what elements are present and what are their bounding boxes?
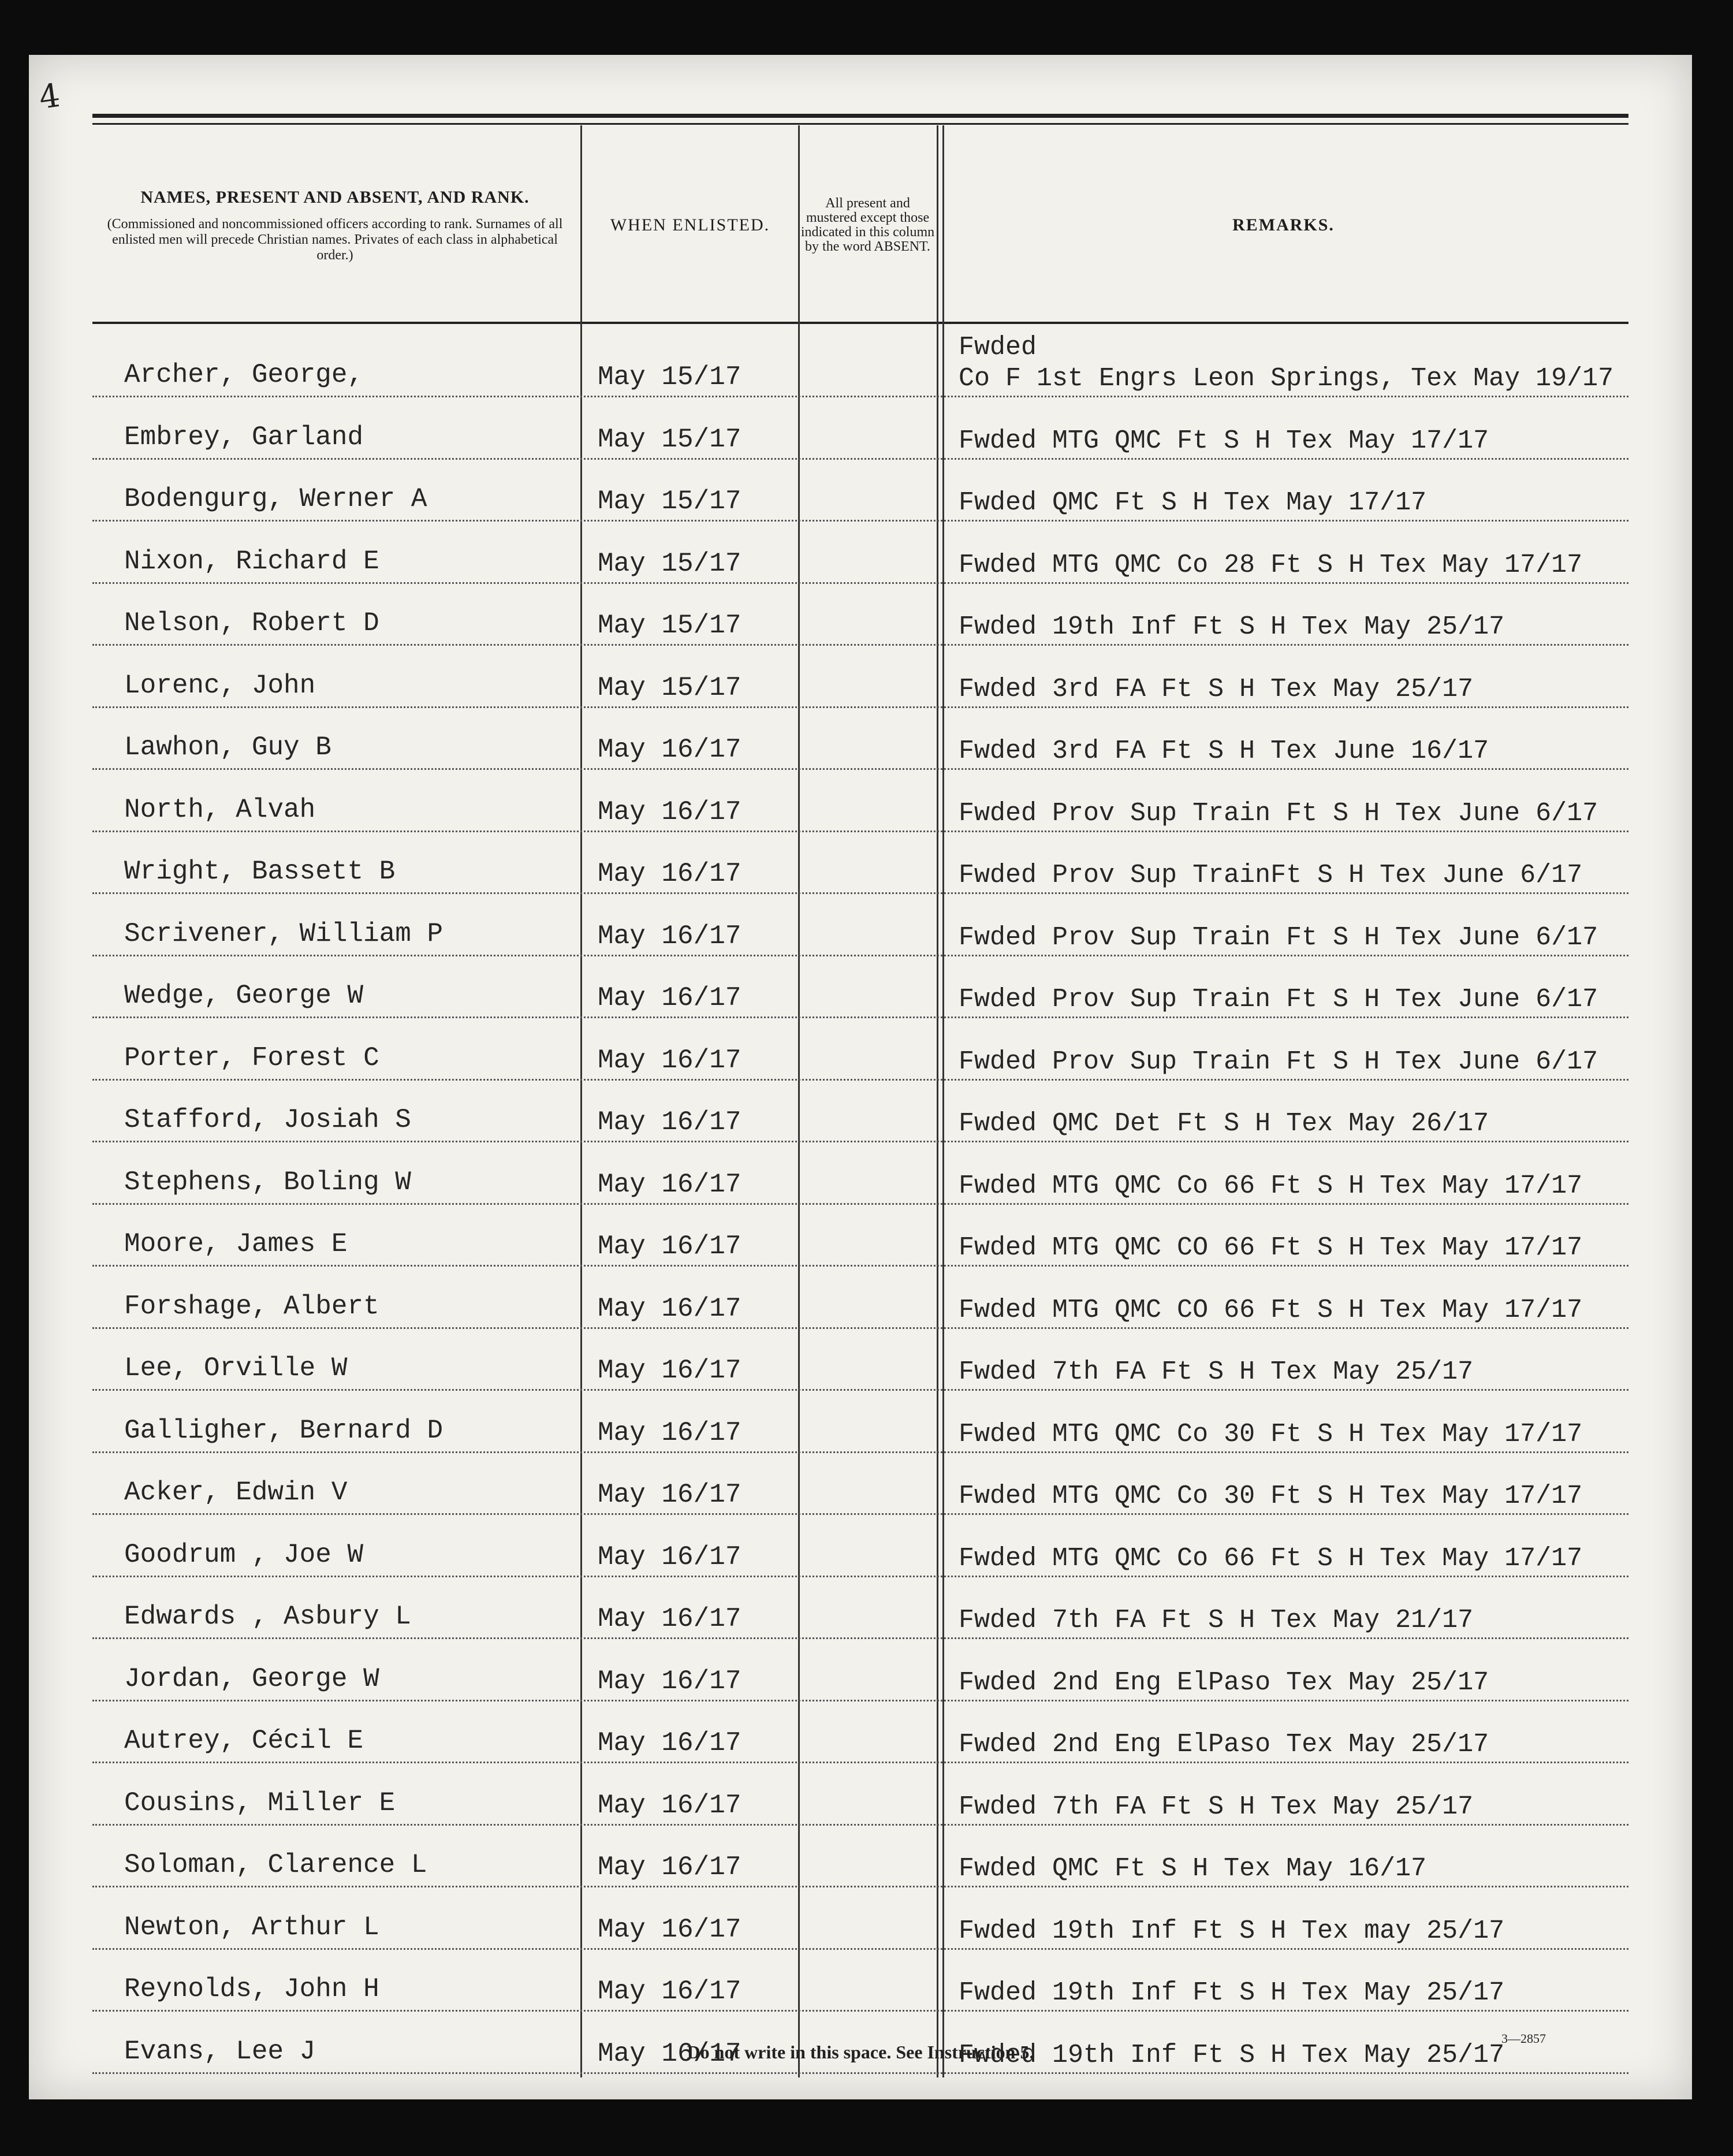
table-row xyxy=(92,1389,1628,1453)
table-row xyxy=(92,458,1628,522)
form-number: 3—2857 xyxy=(1501,2031,1546,2046)
row-name: Lee, Orville W xyxy=(124,1353,348,1383)
row-name: Stafford, Josiah S xyxy=(124,1105,411,1135)
table-row xyxy=(92,892,1628,956)
row-remark: Fwded MTG QMC CO 66 Ft S H Tex May 17/17 xyxy=(959,1233,1583,1263)
row-enlisted-date: May 16/17 xyxy=(598,983,741,1013)
header-names-note: (Commissioned and noncommissioned officers according to rank. Surnames of all enlisted men will precede Christian names. Privates of each class in alphabetical order.) xyxy=(107,216,563,263)
row-enlisted-date: May 16/17 xyxy=(598,735,741,765)
table-row xyxy=(92,955,1628,1019)
table-row xyxy=(92,1141,1628,1205)
corner-handwritten-mark: 4 xyxy=(36,76,62,117)
row-name: Cousins, Miller E xyxy=(124,1788,396,1818)
table-row xyxy=(92,1637,1628,1701)
row-enlisted-date: May 16/17 xyxy=(598,859,741,889)
row-name: Wright, Bassett B xyxy=(124,857,396,887)
row-remark: Fwded 3rd FA Ft S H Tex June 16/17 xyxy=(959,736,1489,766)
row-name: Stephens, Boling W xyxy=(124,1167,411,1197)
row-name: Goodrum , Joe W xyxy=(124,1539,364,1570)
row-name: Lawhon, Guy B xyxy=(124,732,331,762)
row-remark: Fwded QMC Ft S H Tex May 16/17 xyxy=(959,1854,1427,1883)
top-rule-thin xyxy=(92,123,1628,125)
table-row xyxy=(92,1327,1628,1391)
footer-instruction: Do not write in this space. See Instruction 5. xyxy=(687,2042,1034,2062)
row-enlisted-date: May 16/17 xyxy=(598,1852,741,1882)
table-row xyxy=(92,1079,1628,1143)
header-bottom-rule xyxy=(92,322,1628,324)
row-name: Nixon, Richard E xyxy=(124,546,379,576)
table-row xyxy=(92,396,1628,460)
row-name: Evans, Lee J xyxy=(124,2036,316,2066)
row-name: Porter, Forest C xyxy=(124,1042,379,1073)
row-remark: Fwded MTG QMC Co 66 Ft S H Tex May 17/17 xyxy=(959,1543,1583,1573)
row-name: Galligher, Bernard D xyxy=(124,1415,444,1446)
row-name: Forshage, Albert xyxy=(124,1291,379,1321)
header-when-enlisted: WHEN ENLISTED. xyxy=(610,215,770,234)
row-remark: Fwded Prov Sup Train Ft S H Tex June 6/17 xyxy=(959,798,1598,828)
row-remark: Fwded MTG QMC Co 66 Ft S H Tex May 17/17 xyxy=(959,1171,1583,1201)
row-name: Embrey, Garland xyxy=(124,422,364,452)
row-remark: Fwded 3rd FA Ft S H Tex May 25/17 xyxy=(959,674,1474,704)
header-names-title: NAMES, PRESENT AND ABSENT, AND RANK. xyxy=(140,187,530,207)
row-enlisted-date: May 16/17 xyxy=(598,1231,741,1261)
row-enlisted-date: May 16/17 xyxy=(598,1045,741,1075)
row-remark: Fwded 7th FA Ft S H Tex May 25/17 xyxy=(959,1357,1474,1387)
row-enlisted-date: May 16/17 xyxy=(598,1728,741,1758)
row-enlisted-date: May 16/17 xyxy=(598,1541,741,1572)
row-enlisted-date: May 15/17 xyxy=(598,610,741,641)
table-row xyxy=(92,768,1628,832)
row-name: Soloman, Clarence L xyxy=(124,1850,427,1880)
row-name: Archer, George, xyxy=(124,360,364,390)
row-name: Wedge, George W xyxy=(124,981,364,1011)
row-remark: Fwded MTG QMC CO 66 Ft S H Tex May 17/17 xyxy=(959,1295,1583,1325)
row-name: Bodengurg, Werner A xyxy=(124,484,427,514)
row-remark: Fwded Prov Sup TrainFt S H Tex June 6/17 xyxy=(959,861,1583,890)
row-enlisted-date: May 16/17 xyxy=(598,796,741,827)
row-remark: Fwded 2nd Eng ElPaso Tex May 25/17 xyxy=(959,1667,1489,1697)
row-remark: Co F 1st Engrs Leon Springs, Tex May 19/17 xyxy=(959,364,1614,393)
table-row xyxy=(92,325,1628,397)
row-enlisted-date: May 16/17 xyxy=(598,1169,741,1200)
row-enlisted-date: May 16/17 xyxy=(598,1666,741,1696)
row-enlisted-date: May 15/17 xyxy=(598,672,741,703)
table-row xyxy=(92,1700,1628,1764)
row-remark: Fwded Prov Sup Train Ft S H Tex June 6/17 xyxy=(959,922,1598,952)
table-row xyxy=(92,1513,1628,1577)
row-enlisted-date: May 16/17 xyxy=(598,1107,741,1137)
row-name: North, Alvah xyxy=(124,794,316,825)
row-remark: Fwded 2nd Eng ElPaso Tex May 25/17 xyxy=(959,1730,1489,1759)
row-remark: Fwded MTG QMC Co 30 Ft S H Tex May 17/17 xyxy=(959,1419,1583,1449)
row-name: Lorenc, John xyxy=(124,670,316,701)
row-remark: Fwded 19th Inf Ft S H Tex May 25/17 xyxy=(959,2040,1505,2070)
row-name: Edwards , Asbury L xyxy=(124,1602,411,1632)
row-remark-top: Fwded xyxy=(959,333,1037,362)
row-remark: Fwded 19th Inf Ft S H Tex May 25/17 xyxy=(959,612,1505,642)
row-name: Scrivener, William P xyxy=(124,918,444,949)
table-row xyxy=(92,1203,1628,1267)
row-remark: Fwded Prov Sup Train Ft S H Tex June 6/17 xyxy=(959,1047,1598,1077)
row-enlisted-date: May 15/17 xyxy=(598,548,741,579)
table-row xyxy=(92,1451,1628,1515)
header-absent-note: All present and mustered except those indicated in this column by the word ABSENT. xyxy=(800,196,935,254)
table-row xyxy=(92,706,1628,770)
row-enlisted-date: May 16/17 xyxy=(598,1604,741,1634)
row-enlisted-date: May 15/17 xyxy=(598,362,741,392)
table-row xyxy=(92,1016,1628,1081)
row-enlisted-date: May 16/17 xyxy=(598,1790,741,1820)
table-row xyxy=(92,1265,1628,1329)
row-remark: Fwded MTG QMC Ft S H Tex May 17/17 xyxy=(959,426,1489,456)
row-remark: Fwded 19th Inf Ft S H Tex may 25/17 xyxy=(959,1916,1505,1946)
row-enlisted-date: May 16/17 xyxy=(598,1293,741,1324)
row-remark: Fwded MTG QMC Co 30 Ft S H Tex May 17/17 xyxy=(959,1481,1583,1511)
row-enlisted-date: May 16/17 xyxy=(598,2038,741,2069)
row-name: Jordan, George W xyxy=(124,1663,379,1694)
row-remark: Fwded Prov Sup Train Ft S H Tex June 6/17 xyxy=(959,985,1598,1014)
row-name: Newton, Arthur L xyxy=(124,1912,379,1942)
row-remark: Fwded QMC Ft S H Tex May 17/17 xyxy=(959,488,1427,517)
table-row xyxy=(92,1824,1628,1888)
table-row xyxy=(92,1948,1628,2012)
top-rule xyxy=(92,114,1628,118)
row-remark: Fwded 7th FA Ft S H Tex May 25/17 xyxy=(959,1792,1474,1822)
header-remarks: REMARKS. xyxy=(1232,215,1335,234)
table-row xyxy=(92,1576,1628,1640)
row-enlisted-date: May 15/17 xyxy=(598,486,741,516)
row-name: Acker, Edwin V xyxy=(124,1477,348,1507)
row-name: Nelson, Robert D xyxy=(124,608,379,638)
row-remark: Fwded 19th Inf Ft S H Tex May 25/17 xyxy=(959,1978,1505,2008)
row-remark: Fwded QMC Det Ft S H Tex May 26/17 xyxy=(959,1109,1489,1138)
table-row xyxy=(92,582,1628,646)
table-row xyxy=(92,831,1628,895)
row-name: Reynolds, John H xyxy=(124,1974,379,2004)
row-enlisted-date: May 16/17 xyxy=(598,1976,741,2006)
table-row xyxy=(92,1886,1628,1950)
row-enlisted-date: May 16/17 xyxy=(598,1480,741,1510)
row-enlisted-date: May 16/17 xyxy=(598,1914,741,1945)
header-names xyxy=(92,130,577,321)
row-enlisted-date: May 16/17 xyxy=(598,921,741,951)
table-row xyxy=(92,1762,1628,1826)
row-enlisted-date: May 15/17 xyxy=(598,424,741,455)
row-remark: Fwded 7th FA Ft S H Tex May 21/17 xyxy=(959,1606,1474,1635)
row-remark: Fwded MTG QMC Co 28 Ft S H Tex May 17/17 xyxy=(959,550,1583,580)
table-row xyxy=(92,520,1628,584)
row-enlisted-date: May 16/17 xyxy=(598,1417,741,1448)
row-enlisted-date: May 16/17 xyxy=(598,1356,741,1386)
table-row xyxy=(92,644,1628,708)
muster-roll-page xyxy=(29,55,1692,2099)
row-name: Moore, James E xyxy=(124,1229,348,1259)
row-name: Autrey, Cécil E xyxy=(124,1726,364,1756)
